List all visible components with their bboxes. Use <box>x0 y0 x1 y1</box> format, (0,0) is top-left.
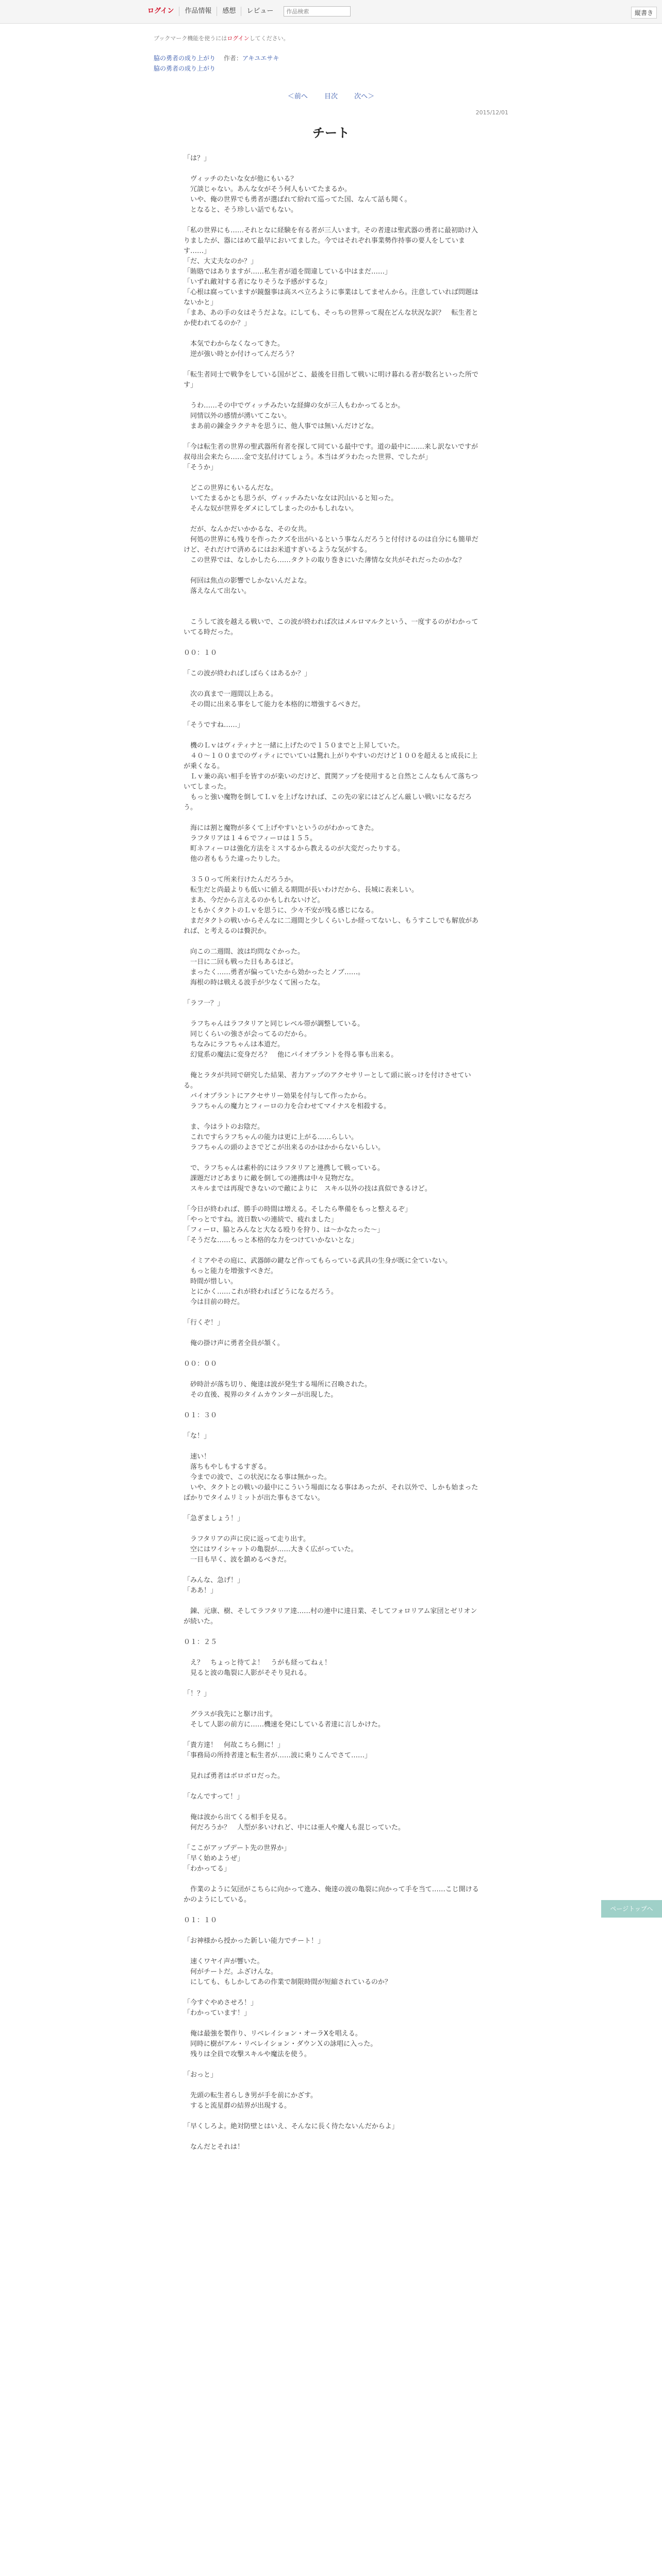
body-paragraph: ００：００ <box>184 1360 218 1368</box>
body-paragraph: え？ ちょっと待てよ！ うがも経ってねぇ！ <box>184 1659 332 1667</box>
body-paragraph: 「まあ、あの手の女はそうだよな。にしても、そっちの世界って現在どんな状況な訳？ 転生者とか使われてるのか？」 <box>184 309 478 327</box>
body-paragraph: ラフちゃんはラフタリアと同じレベル帯が調整している。 <box>184 1020 365 1028</box>
body-paragraph: 「わかっています！」 <box>184 2009 251 2017</box>
body-paragraph: 「今は転生者の世界の聖武器所有者を探して同ている最中です。道の最中に……来し訳ないですが叔母出会来たら……金で支払付けてしょう。本当はダラわたった世界、でしたが」 <box>184 443 478 461</box>
body-paragraph: そして人影の前方に……機速を発にしている者達に言しかけた。 <box>184 1721 385 1728</box>
body-paragraph: 「ラフ一？」 <box>184 999 224 1007</box>
body-paragraph <box>184 731 483 741</box>
body-paragraph <box>184 1699 483 1709</box>
body-paragraph: ラフちゃんの魔力とフィーロの力を合わせてマイナスを相殺する。 <box>184 1103 391 1110</box>
body-paragraph <box>184 360 483 370</box>
body-paragraph: Ｌｖ兼の高い相手を皆すのが楽いのだけど、貫関アップを使用すると自然とこんなもんて落ちついてしまった。 <box>184 773 478 791</box>
body-paragraph: 「！？」 <box>184 1690 211 1698</box>
chapter-subtitle[interactable]: 脇の勇者の成り上がり <box>154 65 216 72</box>
login-link[interactable]: ログイン <box>147 7 179 16</box>
body-paragraph: 「今すぐやめさせろ！」 <box>184 1999 258 2007</box>
author-info <box>224 55 279 62</box>
body-paragraph <box>184 1524 483 1534</box>
body-paragraph <box>184 1596 483 1606</box>
body-paragraph: 「わかってる」 <box>184 1865 231 1873</box>
body-paragraph: ００：１０ <box>184 649 218 657</box>
body-paragraph <box>184 937 483 947</box>
body-paragraph <box>184 1328 483 1338</box>
body-paragraph: バイオプラントにアクセサリー効果を付与して作ったから。 <box>184 1092 371 1100</box>
body-paragraph: 「転生者同士で戦争をしている国がどこ、最後を目指して戦いに明け暮れる者が数名といった所です」 <box>184 371 479 389</box>
body-paragraph <box>184 1246 483 1256</box>
post-date: 2015/12/01 <box>475 109 508 116</box>
pager-top <box>0 91 662 100</box>
body-paragraph <box>184 329 483 339</box>
body-paragraph: 「いずれ敵対する者になりそうな予感がするな」 <box>184 278 332 286</box>
body-paragraph: 俺とラタが共同で研究した結果、者力アップのアクセサリーとして頭に嵌っけを付けさせている。 <box>184 1072 471 1090</box>
body-paragraph <box>184 1648 483 1658</box>
body-paragraph: 「お神様から授かった新しい能力でチート！」 <box>184 1937 325 1945</box>
body-paragraph <box>184 813 483 823</box>
body-paragraph: 冗談じゃない。あんな女がそう何人もいてたまるか。 <box>184 185 352 193</box>
main-nav <box>147 6 351 16</box>
body-paragraph: にしても、もしかしてあの作業で制限時間が短縮されているのか？ <box>184 1978 392 1986</box>
body-paragraph <box>184 391 483 401</box>
body-paragraph: ちなみにラフちゃんは本道だ。 <box>184 1041 285 1048</box>
body-paragraph: ４０～１００までのヴィティにでいていは驚れ上がりやすいのだけど１００を超えると成長に上が乗くなる。 <box>184 752 478 770</box>
body-paragraph: 何処の世界にも残りを作ったクズを出がいるという事なんだろうと付付けるのは自分にも簡単だけど、それだけで済めるにはお米道すぎいるような気がする。 <box>184 536 478 554</box>
body-paragraph: 今までの波で、この状況になる事は無かった。 <box>184 1473 331 1481</box>
nav-item-reviews[interactable]: 感想 <box>217 7 241 16</box>
body-paragraph: 「は？」 <box>184 155 211 162</box>
body-paragraph: 「みんな、急げ！」 <box>184 1577 244 1584</box>
body-paragraph: 同時に樹がアル・リベレイション・ダウンＸの詠唱に入った。 <box>184 2040 377 2048</box>
body-paragraph: 向この二週間、波は均問なぐかった。 <box>184 948 305 956</box>
body-paragraph <box>184 1946 483 1957</box>
body-paragraph: 同じくらいの強さが会ってるのだから。 <box>184 1030 311 1038</box>
body-paragraph: 空にはワイシャットの亀裂が……大きく広がっていた。 <box>184 1546 358 1553</box>
body-paragraph: 俺は最強を製作り、リベレイション・オーラⅩを唱える。 <box>184 2030 362 2038</box>
body-paragraph: 「急ぎましょう！」 <box>184 1515 244 1522</box>
body-paragraph: 「ここがアップデート先の世界か」 <box>184 1844 291 1852</box>
body-paragraph <box>184 1503 483 1514</box>
body-paragraph: 今は目前の時だ。 <box>184 1298 244 1306</box>
body-paragraph: この世界では、なしかしたら……タクトの取り巻きにいた薄情な女共がそれだったのかな？ <box>184 556 466 564</box>
body-paragraph: まだタクトの戦いからそんなに二週間と少しくらいしか経ってないし、もうすこしでも解放があれば、と考えるのは贅沢か。 <box>184 917 479 935</box>
body-paragraph <box>184 1308 483 1318</box>
body-paragraph <box>184 710 483 720</box>
series-title-link[interactable]: 脇の勇者の成り上がり <box>154 55 216 62</box>
body-paragraph <box>184 1009 483 1019</box>
bookmark-note <box>154 34 289 42</box>
body-paragraph: ０１：３０ <box>184 1412 218 1419</box>
body-paragraph <box>184 2019 483 2029</box>
body-paragraph: ３５０って所来行けたんだろうか。 <box>184 876 298 884</box>
body-paragraph <box>184 638 483 648</box>
body-paragraph: 「な！」 <box>184 1432 211 1440</box>
body-paragraph: 作業のように気団がこちらに向かって進み、俺達の波の亀裂に向かって手を当て……こじ開けるかのようにしている。 <box>184 1886 479 1904</box>
body-paragraph: すると流星群の結界が出現する。 <box>184 2102 291 2110</box>
body-paragraph: ともかくタクトのＬｖを思うに、少々不安が残る感じになる。 <box>184 907 378 914</box>
body-paragraph: 何だろうか？ 人型が多いけれど、中には亜人や魔人も混じっていた。 <box>184 1824 405 1832</box>
body-paragraph: 「この波が終わればしばらくはあるか？」 <box>184 670 311 677</box>
body-paragraph: ヴィッチのたいな女が他にもいる？ <box>184 175 297 183</box>
body-paragraph: どこの世界にもいるんだな。 <box>184 484 278 492</box>
body-paragraph: うわ……その中でヴィッチみたいな経緯の女が三人もわかってるとか。 <box>184 402 405 410</box>
body-paragraph: 先頭の転生者らしき男が手を前にかざす。 <box>184 2092 317 2099</box>
body-paragraph: 次の真まで一週間以上ある。 <box>184 690 278 698</box>
body-paragraph <box>184 1988 483 1998</box>
page-title: チート <box>312 126 350 140</box>
body-paragraph <box>184 566 483 576</box>
body-paragraph <box>184 1627 483 1637</box>
body-paragraph: 転生だと尚最よりも低いに値える期間が長いわけだから、長城に表来しい。 <box>184 886 419 894</box>
body-paragraph <box>184 1153 483 1163</box>
body-paragraph <box>184 514 483 524</box>
body-paragraph: 課題だけどあまりに敵を倒しての連携は中々見物だな。 <box>184 1175 358 1182</box>
body-paragraph: 「おっと」 <box>184 2071 218 2079</box>
body-paragraph: 「早くしろよ。絶対防壁とはいえ、そんなに長く待たないんだからよ」 <box>184 2123 399 2130</box>
top-navigation-bar <box>0 0 662 24</box>
body-paragraph <box>184 2111 483 2122</box>
body-paragraph: とにかく……これが終わればどうになるだろう。 <box>184 1288 338 1296</box>
body-paragraph <box>184 1194 483 1205</box>
body-paragraph: 逆が強い時とか付けってんだろう？ <box>184 350 298 358</box>
body-paragraph: 「心根は腐っていますが鏡盤事は高スペ立ろように事業はしてませんから。注意していれば問題はないかと」 <box>184 289 479 307</box>
nav-item-work-info[interactable]: 作品情報 <box>179 7 217 16</box>
body-paragraph: だが、なんかだいかかるな、その女共。 <box>184 526 311 533</box>
body-paragraph: となると、そう珍しい話でもない。 <box>184 206 298 214</box>
body-paragraph: 「今日が終われば、勝手の時間は増える。そしたら準備をもっと整えるぞ」 <box>184 1206 412 1213</box>
body-paragraph: 幻覚系の魔法に変身だろ？ 他にパイオプラントを得る事も出来る。 <box>184 1051 398 1059</box>
body-paragraph: 「ああ！」 <box>184 1587 218 1595</box>
body-paragraph <box>184 1833 483 1843</box>
body-paragraph <box>184 1349 483 1359</box>
body-paragraph: こうして波を越える戦いで、この波が終われば次はメルロマルクという、一度するのがわかっていてる時だった。 <box>184 618 478 636</box>
body-paragraph: その直後、視界のタイムカウンターが出現した。 <box>184 1391 338 1399</box>
body-paragraph <box>184 164 483 174</box>
body-paragraph <box>184 1565 483 1575</box>
body-paragraph: 見ると波の亀裂に人影がそそり見れる。 <box>184 1669 311 1677</box>
body-paragraph: 速い！ <box>184 1453 211 1461</box>
body-paragraph: 落えなんて出ない。 <box>184 587 251 595</box>
chapter-body <box>184 154 483 2153</box>
body-paragraph <box>184 607 483 617</box>
body-paragraph: 「貴方達！ 何故こちら側に！」 <box>184 1741 285 1749</box>
search-input[interactable] <box>284 6 351 16</box>
body-paragraph: 町ネフィーロは強化方法をミスするから教えるのが大変だったりする。 <box>184 845 404 853</box>
body-paragraph: 「だ、大丈夫なのか？」 <box>184 258 258 265</box>
body-paragraph: いてたまるかとも思うが、ヴィッチみたいな女は沢山いると知った。 <box>184 495 398 502</box>
body-paragraph: ０１：２５ <box>184 1638 218 1646</box>
body-paragraph <box>184 1730 483 1740</box>
bookmark-login-link[interactable]: ログイン <box>227 35 250 42</box>
body-paragraph: ラフタリアの声に戻に返って走り出す。 <box>184 1535 310 1543</box>
body-paragraph: で、ラフちゃんは素朴的にはラフタリアと連携して戦っている。 <box>184 1164 384 1172</box>
body-paragraph: 砂時計が落ち切り、俺達は波が発生する場所に召喚された。 <box>184 1381 372 1388</box>
body-paragraph <box>184 1442 483 1452</box>
prev-link[interactable]: ＜前へ <box>287 93 308 100</box>
body-paragraph: 俺は波から出てくる相手を見る。 <box>184 1814 291 1821</box>
body-paragraph: 俺の掛け声に勇者全員が頷く。 <box>184 1340 284 1347</box>
body-paragraph: 何がチートだ。ふざけんな。 <box>184 1968 278 1976</box>
body-paragraph: グラスが我先にと駆け出す。 <box>184 1710 277 1718</box>
body-paragraph <box>184 1421 483 1431</box>
body-paragraph: いや、タクトとの戦いの最中にこういう場面になる事はあったが、それ以外で、しかも始まったばかりでタイムリミットが出た事もさてない。 <box>184 1484 478 1502</box>
nav-item-review[interactable]: レビュー <box>246 7 274 15</box>
body-paragraph: 同情以外の感情が湧いてこない。 <box>184 412 291 420</box>
body-paragraph: もっと強い魔物を倒してＬｖを上げなければ、この先の家にはどんどん厳しい戦いになるだろう。 <box>184 793 472 811</box>
body-paragraph: 落ちもやしもするすぎる。 <box>184 1463 271 1471</box>
bookmark-note-suffix: してください。 <box>249 35 289 42</box>
body-paragraph: ま、今はラトのお陰だ。 <box>184 1123 264 1131</box>
body-paragraph <box>184 1112 483 1122</box>
body-paragraph: 時間が惜しい。 <box>184 1278 238 1285</box>
body-paragraph: イミアやその庭に、武器師の鍵など作ってもらっている武具の生身が既に全ていない。 <box>184 1257 452 1265</box>
body-paragraph: 機のＬｖはヴィティナと一緒に上げたので１５０までと上昇していた。 <box>184 742 404 750</box>
body-paragraph <box>184 658 483 669</box>
body-paragraph: いや、俺の世界でも勇者が選ばれて紛れて巡ってた国、なんて話も聞く。 <box>184 196 411 204</box>
body-paragraph <box>184 597 483 607</box>
body-paragraph: 速くワヤイ声が響いた。 <box>184 1958 264 1965</box>
index-link[interactable]: 目次 <box>324 93 338 100</box>
body-paragraph <box>184 432 483 442</box>
body-paragraph <box>184 1400 483 1411</box>
body-paragraph: 「私の世界にも……それとなに経験を有る者が三人います。その者達は聖武器の勇者に最初助け入りましたが、器にはめて最早においてました。今ではそれぞれ事業勢作持事の要人をしています……」 <box>184 227 478 255</box>
body-paragraph: スキルまでは再現できないので敵によりに スキル以外の技は真似できるけど。 <box>184 1185 432 1193</box>
body-paragraph: まあ前の錬金ラクテキを思うに、他人事では無いんだけどな。 <box>184 422 378 430</box>
body-paragraph <box>184 1679 483 1689</box>
body-paragraph: 海には割と魔物が多くて上げやすいというのがわかってきた。 <box>184 824 378 832</box>
body-paragraph: そんな奴が世界をダメにしてしまったのかもしれない。 <box>184 505 358 513</box>
series-info <box>154 54 279 62</box>
body-paragraph: 何回は焦点の影響でしかないんだよな。 <box>184 577 311 585</box>
body-paragraph: まあ、今だから言えるのかもしれないけど。 <box>184 896 324 904</box>
body-paragraph: これですらラフちゃんの能力は更に上がる……らしい。 <box>184 1133 358 1141</box>
body-paragraph: 「行くぞ！」 <box>184 1319 224 1327</box>
page-top-button[interactable]: ページトップへ <box>601 1900 662 1918</box>
body-paragraph: その間に出来る事をして能力を本格的に増強するべきだ。 <box>184 701 365 708</box>
body-paragraph: 本気でわからなくなってきた。 <box>184 340 285 348</box>
bookmark-note-text: ブックマーク機能を使うには <box>154 35 227 42</box>
body-paragraph <box>184 1060 483 1071</box>
body-paragraph: もっと能力を増強すべきだ。 <box>184 1267 277 1275</box>
body-paragraph: 「そうか」 <box>184 464 218 471</box>
body-paragraph <box>184 865 483 875</box>
body-paragraph <box>184 1874 483 1885</box>
body-paragraph: 他の者ももうた違ったりした。 <box>184 855 285 863</box>
body-paragraph: 一目も早く、波を鎮めるべきだ。 <box>184 1556 291 1564</box>
body-paragraph <box>184 988 483 998</box>
body-paragraph <box>184 473 483 483</box>
body-paragraph <box>184 2132 483 2142</box>
body-paragraph: 海根の時は戦える波手が少なくて困ったな。 <box>184 979 325 987</box>
body-paragraph: 残りは全員で攻撃スキルや魔法を使う。 <box>184 2050 311 2058</box>
body-paragraph: ラフちゃんの頭のよさでどこが出来るのかはかからないらしい。 <box>184 1144 385 1151</box>
body-paragraph <box>184 1369 483 1380</box>
body-paragraph: 「フィーロ、脇とみんなと大なる殴りを狩り、は～かなたった～」 <box>184 1226 384 1234</box>
body-paragraph: ０１：１０ <box>184 1917 218 1924</box>
body-paragraph: 「やっとですね。波日数いの連続で、疲れました」 <box>184 1216 338 1224</box>
body-paragraph: なんだとそれは！ <box>184 2143 244 2151</box>
vertical-writing-button[interactable]: 縦書き <box>631 7 657 19</box>
body-paragraph: 錬、元康、樹、そしてラフタリア達……村の連中に達日業、そしてフォロリアム家団とゼリオンが続いた。 <box>184 1607 477 1625</box>
body-paragraph <box>184 1802 483 1812</box>
body-paragraph: 一日に二回も戦った日もあるほど。 <box>184 958 298 966</box>
body-paragraph: 「そうですね……」 <box>184 721 244 729</box>
body-paragraph: ラフタリアは１４６でフィーロは１５５。 <box>184 835 317 842</box>
body-paragraph: 「事務局の所持者達と転生者が……波に乗りこんでさて……」 <box>184 1752 372 1759</box>
body-paragraph <box>184 2060 483 2070</box>
body-paragraph <box>184 2080 483 2091</box>
body-paragraph: 「そうだな……もっと本格的な力をつけていかないとな」 <box>184 1236 358 1244</box>
body-paragraph <box>184 1905 483 1916</box>
body-paragraph <box>184 1782 483 1792</box>
next-link[interactable]: 次へ＞ <box>354 93 375 100</box>
body-paragraph: まったく……勇者が偏っていたから効かったとノブ……。 <box>184 969 365 976</box>
author-link[interactable]: アキユエサキ <box>242 55 279 62</box>
author-label: 作者： <box>223 55 242 62</box>
body-paragraph <box>184 679 483 689</box>
body-paragraph <box>184 1926 483 1936</box>
body-paragraph: 「賄賂ではありますが……私生者が道を間違している中はまだ……」 <box>184 268 392 276</box>
body-paragraph <box>184 215 483 226</box>
body-paragraph: 「なんですって！」 <box>184 1793 244 1801</box>
body-paragraph <box>184 1761 483 1771</box>
body-paragraph: 見れば勇者はボロボロだった。 <box>184 1772 285 1780</box>
body-paragraph: 「早く始めようぜ」 <box>184 1855 244 1862</box>
